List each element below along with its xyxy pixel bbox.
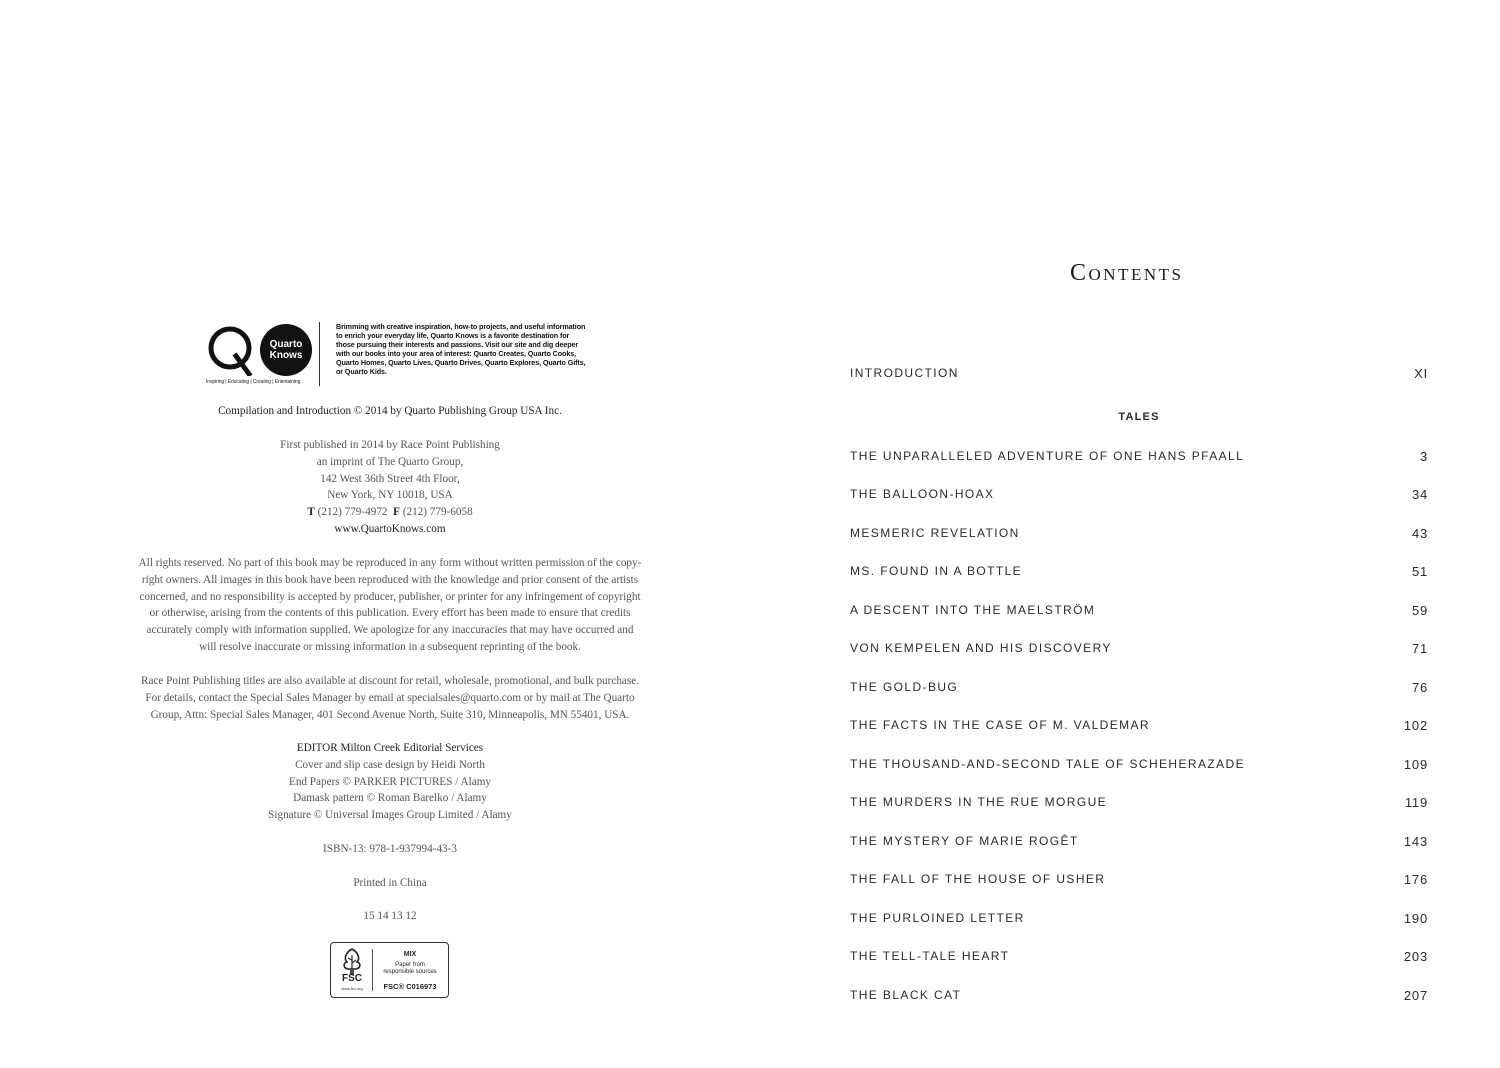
isbn: ISBN-13: 978-1-937994-43-3 (323, 843, 457, 855)
fsc-logo-text: FSC (342, 973, 362, 984)
toc-entry[interactable] (850, 603, 1428, 623)
toc-entry[interactable] (850, 834, 1428, 854)
copyright-line: Compilation and Introduction © 2014 by Quarto Publishing Group USA Inc. (218, 405, 562, 417)
fax-label: F (393, 506, 400, 519)
quarto-knows-blurb: Brimming with creative inspiration, how-to projects, and useful information to enrich your everyday life, Quarto Knows is a favorite destination for those pursuing their interests and passions. Visit our site and dig deeper with our books into your area of interest: Quarto Creates, Quarto Cooks, Quarto Homes, Quarto Lives, Quarto Drives, Quarto Explores, Quarto Gifts, or Quarto Kids. (336, 322, 586, 376)
toc-entry-title: INTRODUCTION (850, 366, 959, 380)
toc-entry-page: 119 (1404, 795, 1428, 810)
toc-entry-title: THE UNPARALLELED ADVENTURE OF ONE HANS PFAALL (850, 449, 1245, 463)
fsc-paper-line-1: Paper from (395, 962, 425, 968)
toc-entry-page: 71 (1411, 641, 1428, 656)
toc-entry-title: MS. FOUND IN A BOTTLE (850, 564, 1023, 578)
rights-line: will resolve inaccurate or missing information in a subsequent reprinting of the book. (199, 640, 581, 653)
publisher-line-1: First published in 2014 by Race Point Publishing (280, 439, 500, 451)
toc-entry-title: THE GOLD-BUG (850, 680, 959, 694)
publisher-line-4: New York, NY 10018, USA (327, 489, 453, 502)
printed-in: Printed in China (353, 877, 427, 889)
rights-line: or otherwise, arising from the contents of this publication. Every effort has been made to ensure that credits (149, 607, 631, 620)
toc-entry-title: THE THOUSAND-AND-SECOND TALE OF SCHEHERAZADE (850, 757, 1245, 771)
cover-credit: Cover and slip case design by Heidi North (295, 758, 485, 771)
toc-entry-title: THE BLACK CAT (850, 988, 962, 1002)
publisher-line-3: 142 West 36th Street 4th Floor, (320, 472, 460, 485)
sales-line: Race Point Publishing titles are also available at discount for retail, wholesale, promotional, and bulk purchase. (140, 675, 640, 687)
signature-credit: Signature © Universal Images Group Limited / Alamy (268, 809, 512, 822)
toc-entry[interactable] (850, 795, 1428, 815)
toc-entry-title: MESMERIC REVELATION (850, 526, 1020, 540)
section-heading-tales: TALES (1118, 411, 1160, 423)
credits-block (90, 740, 690, 824)
fax-number: (212) 779-6058 (402, 506, 473, 519)
phone-fax-line (90, 504, 690, 521)
toc-entry-page: 109 (1403, 757, 1428, 772)
logo-tagline: Inspiring | Educating | Creating | Entertaining (206, 379, 301, 385)
editor-label: EDITOR (296, 742, 338, 754)
toc-entry-page: 76 (1411, 680, 1428, 695)
toc-entry[interactable] (850, 641, 1428, 661)
sales-line: Group, Attn: Special Sales Manager, 401 Second Avenue North, Suite 310, Minneapolis, MN 55401, USA. (150, 708, 630, 721)
toc-entry-page: 207 (1403, 988, 1428, 1003)
contents-page (780, 0, 1500, 1068)
toc-entry-page: 51 (1411, 564, 1428, 579)
phone-number: (212) 779-4972 (317, 506, 388, 519)
quarto-knows-logo (206, 320, 586, 392)
toc-entry-page: XI (1414, 366, 1428, 381)
contents-title: Contents (1070, 260, 1184, 286)
fsc-certification-label (330, 942, 449, 998)
fsc-paper-line-2: responsible sources (383, 969, 437, 975)
toc-entry[interactable] (850, 757, 1428, 777)
toc-entry-title: THE BALLOON-HOAX (850, 487, 995, 501)
toc-entry-page: 176 (1403, 872, 1428, 887)
damask-credit: Damask pattern © Roman Barelko / Alamy (293, 792, 487, 805)
fsc-url: www.fsc.org (341, 986, 363, 991)
publisher-line-2: an imprint of The Quarto Group, (316, 455, 464, 468)
toc-entry-page: 102 (1403, 718, 1428, 733)
toc-entry[interactable] (850, 872, 1428, 892)
badge-line-quarto: Quarto (269, 339, 303, 350)
toc-entry[interactable] (850, 718, 1428, 738)
phone-label: T (307, 506, 315, 519)
badge-line-knows: Knows (269, 350, 303, 361)
toc-entry[interactable] (850, 949, 1428, 969)
sales-line: For details, contact the Special Sales Manager by email at specialsales@quarto.com or by mail at The Quarto (145, 691, 635, 704)
publisher-block (90, 437, 690, 538)
fsc-code: FSC® C016973 (383, 982, 437, 991)
toc-entry-title: THE FACTS IN THE CASE OF M. VALDEMAR (850, 718, 1150, 732)
toc-entry-title: THE TELL-TALE HEART (850, 949, 1010, 963)
toc-entry-page: 190 (1403, 911, 1428, 926)
rights-line: concerned, and no responsibility is accepted by producer, publisher, or printer for any infringement of copyright (139, 590, 641, 603)
website-link[interactable]: www.QuartoKnows.com (334, 522, 446, 535)
print-run-numbers: 15 14 13 12 (363, 910, 417, 922)
toc-entry-page: 3 (1419, 449, 1428, 464)
toc-entry-page: 143 (1403, 834, 1428, 849)
logo-divider (319, 322, 320, 386)
toc-entry-page: 43 (1411, 526, 1428, 541)
toc-entry-page: 34 (1411, 487, 1428, 502)
toc-entry-page: 203 (1403, 949, 1428, 964)
toc-entry-title: THE MURDERS IN THE RUE MORGUE (850, 795, 1108, 809)
toc-entry-title: THE MYSTERY OF MARIE ROGÊT (850, 834, 1079, 848)
toc-entry-title: A DESCENT INTO THE MAELSTRÖM (850, 603, 1096, 617)
rights-line: right owners. All images in this book have been reproduced with the knowledge and prior consent of the artists (141, 573, 639, 586)
quarto-knows-badge (260, 324, 312, 376)
toc-entry-title: VON KEMPELEN AND HIS DISCOVERY (850, 641, 1112, 655)
rights-line: All rights reserved. No part of this book may be reproduced in any form without written permission of the copy- (138, 557, 642, 569)
toc-entry[interactable] (850, 564, 1428, 584)
endpapers-credit: End Papers © PARKER PICTURES / Alamy (288, 775, 492, 788)
toc-entry[interactable] (850, 487, 1428, 507)
fsc-mix: MIX (403, 951, 417, 958)
toc-introduction[interactable] (850, 366, 1428, 386)
toc-entry[interactable] (850, 526, 1428, 546)
fsc-paper-text (375, 962, 445, 976)
toc-entry[interactable] (850, 680, 1428, 700)
editor-line (90, 740, 690, 757)
fsc-divider (372, 949, 373, 991)
toc-entry[interactable] (850, 449, 1428, 469)
toc-entry-title: THE PURLOINED LETTER (850, 911, 1025, 925)
fsc-tree-icon (337, 947, 367, 975)
rights-line: accurately comply with information supplied. We apologize for any inaccuracies that may have occurred and (146, 624, 634, 637)
toc-entry[interactable] (850, 988, 1428, 1008)
toc-entry-title: THE FALL OF THE HOUSE OF USHER (850, 872, 1106, 886)
toc-entry[interactable] (850, 911, 1428, 931)
editor-name: Milton Creek Editorial Services (340, 742, 484, 754)
toc-entry-page: 59 (1411, 603, 1428, 618)
sales-notice (90, 673, 690, 723)
rights-notice (90, 555, 690, 656)
quarto-q-logo-icon (206, 324, 258, 376)
